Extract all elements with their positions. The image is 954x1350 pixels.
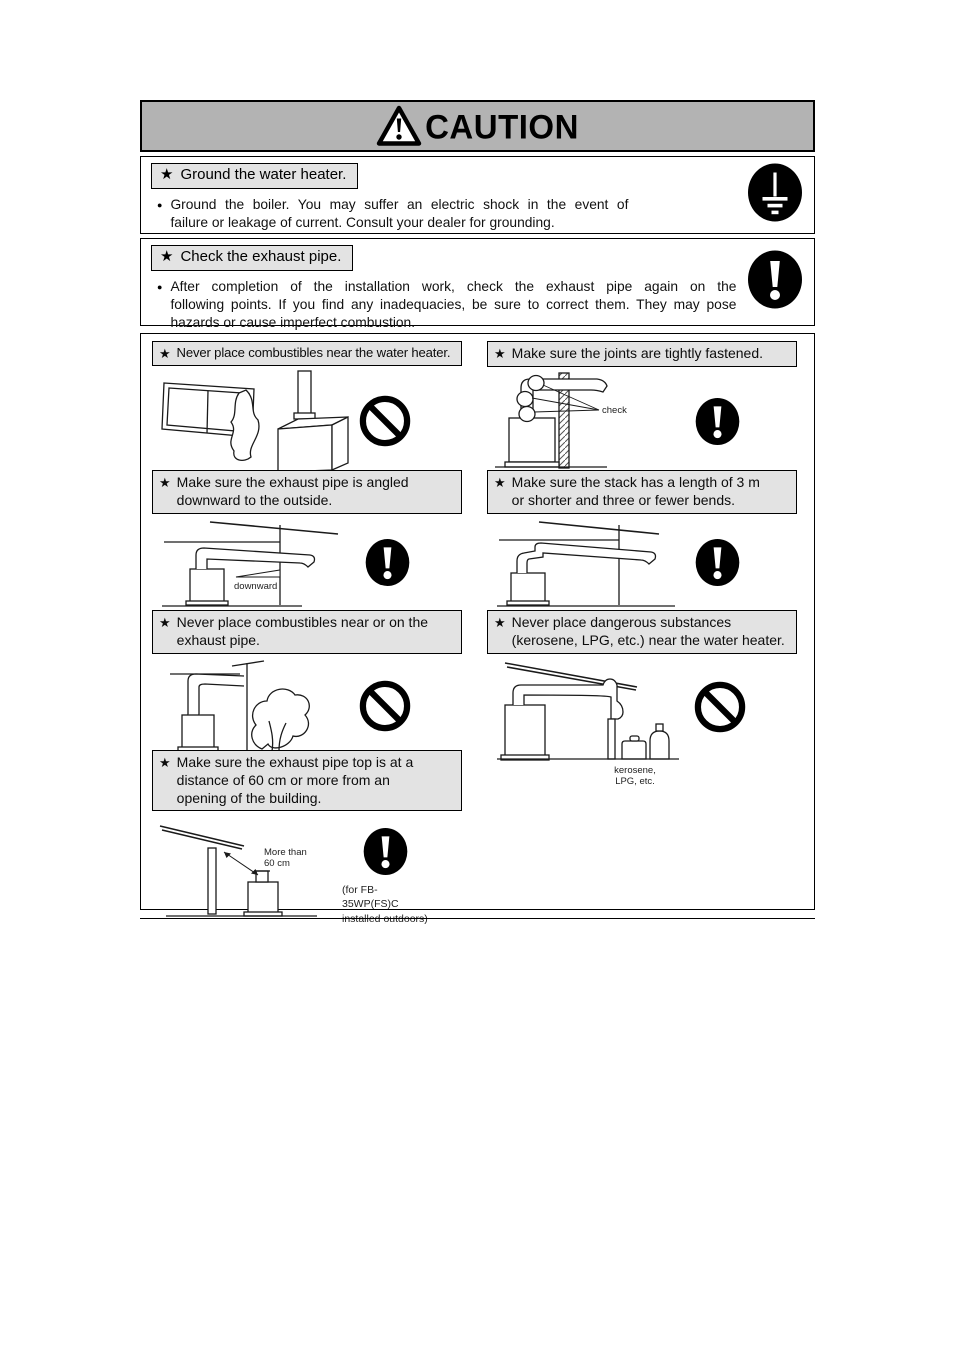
body-line: failure or leakage of current. Consult your dealer for grounding. — [170, 214, 555, 230]
panel-title: Make sure the joints are tightly fastened. — [511, 345, 764, 361]
panel-title — [177, 754, 414, 807]
bullet-glyph: ● — [157, 281, 163, 292]
check-label: check — [602, 404, 627, 416]
panel-title-line: downward to the outside. — [176, 491, 333, 508]
illustration-window-curtain-heater — [152, 369, 357, 477]
star-glyph: ★ — [160, 166, 174, 183]
prohibition-icon — [359, 395, 411, 452]
section-title: Ground the water heater. — [180, 166, 347, 183]
panel-title-line: or shorter and three or fewer bends. — [511, 491, 735, 508]
panel-title-line: Never place combustibles near or on the — [176, 614, 429, 630]
downward-label: downward — [234, 580, 278, 592]
panel-body — [487, 370, 797, 478]
star-glyph: ★ — [159, 346, 171, 361]
mandatory-exclamation-icon — [694, 537, 741, 593]
panel-no-combustibles-near-pipe — [152, 610, 462, 760]
illustration-downward-pipe — [152, 517, 364, 614]
caution-header — [140, 100, 815, 152]
illustration-pipe-joints-check — [487, 370, 677, 478]
section-ground-water-heater — [140, 156, 815, 234]
panel-body — [152, 369, 462, 477]
bottom-rule — [140, 918, 815, 919]
illustration-tree-near-pipe — [152, 657, 347, 760]
section-text — [170, 278, 736, 333]
panel-body — [487, 517, 797, 614]
section-title-box — [151, 245, 353, 271]
panel-title: Never place combustibles near the water heater. — [176, 345, 451, 360]
panel-stack-length — [487, 470, 797, 614]
panel-title — [512, 474, 760, 510]
model-caption — [342, 883, 432, 926]
panels-grid — [140, 333, 815, 925]
body-line: hazards or cause imperfect combustion. — [170, 315, 416, 331]
panel-title-box — [152, 470, 462, 514]
panel-title-line: exhaust pipe. — [176, 631, 260, 648]
star-glyph: ★ — [494, 475, 506, 490]
section-title-box — [151, 163, 358, 189]
body-line: After completion of the installation work, check the exhaust pipe again on the — [170, 278, 737, 294]
mandatory-exclamation-icon — [694, 396, 741, 452]
panel-title-line: opening of the building. — [176, 789, 322, 806]
mandatory-exclamation-icon — [364, 537, 411, 593]
panel-title — [177, 474, 409, 510]
kerosene-label-line2: LPG, etc. — [615, 775, 655, 787]
panel-body — [152, 814, 462, 926]
star-glyph: ★ — [159, 475, 171, 490]
panel-title-line: Never place dangerous substances — [511, 614, 732, 630]
panel-body — [487, 657, 797, 794]
panel-title-line: distance of 60 cm or more from an — [176, 771, 390, 788]
panel-60cm-clearance — [152, 750, 462, 926]
panel-title-box — [487, 470, 797, 514]
section-text — [170, 196, 628, 233]
illustration-outdoor-clearance — [152, 818, 342, 923]
panel-no-combustibles-near-heater — [152, 341, 462, 477]
kerosene-label-line1: kerosene, — [614, 764, 656, 776]
panel-title-box — [487, 610, 797, 654]
caption-line: (for FB-35WP(FS)C — [342, 884, 399, 911]
section-title: Check the exhaust pipe. — [180, 248, 342, 265]
illustration-stack-bends — [487, 517, 692, 614]
panel-title-line: (kerosene, LPG, etc.) near the water heater. — [511, 631, 785, 648]
mandatory-exclamation-icon — [746, 249, 804, 316]
star-glyph: ★ — [160, 248, 174, 265]
star-glyph: ★ — [494, 615, 506, 630]
body-line: Ground the boiler. You may suffer an electric shock in the event of — [170, 196, 629, 212]
panel-body — [152, 657, 462, 760]
ground-symbol-icon — [746, 162, 804, 229]
panel-title-box — [487, 341, 797, 367]
star-glyph: ★ — [159, 615, 171, 630]
warning-triangle-icon — [376, 105, 422, 147]
bullet-glyph: ● — [157, 199, 163, 210]
section-body — [151, 196, 804, 233]
panel-title-box — [152, 750, 462, 811]
panel-no-dangerous-substances — [487, 610, 797, 794]
panel-title-box — [152, 610, 462, 654]
panel-title-line: Make sure the exhaust pipe is angled — [176, 474, 409, 490]
prohibition-icon — [694, 681, 746, 738]
panel-joints-tightly-fastened — [487, 341, 797, 478]
star-glyph: ★ — [494, 346, 506, 361]
clearance-label-line1: More than — [264, 846, 307, 858]
panel-title-line: Make sure the stack has a length of 3 m — [511, 474, 760, 490]
panel-pipe-angled-downward — [152, 470, 462, 614]
panel-title-box — [152, 341, 462, 366]
caution-sheet — [140, 100, 815, 925]
caption-line: installed outdoors) — [342, 912, 428, 925]
mandatory-exclamation-icon — [362, 826, 409, 877]
section-body — [151, 278, 804, 333]
panel-body — [152, 517, 462, 614]
clearance-label-line2: 60 cm — [264, 857, 290, 869]
body-line: following points. If you find any inadequacies, be sure to correct them. They may pose — [170, 296, 737, 312]
prohibition-icon — [359, 680, 411, 737]
panel-title-line: Make sure the exhaust pipe top is at a — [176, 754, 414, 770]
panel-title — [512, 614, 785, 650]
section-check-exhaust-pipe — [140, 238, 815, 331]
star-glyph: ★ — [159, 755, 171, 770]
panel-title — [177, 614, 428, 650]
mandatory-icon-with-caption — [342, 826, 432, 926]
illustration-kerosene-lpg — [487, 657, 692, 794]
caution-title: CAUTION — [425, 106, 579, 146]
